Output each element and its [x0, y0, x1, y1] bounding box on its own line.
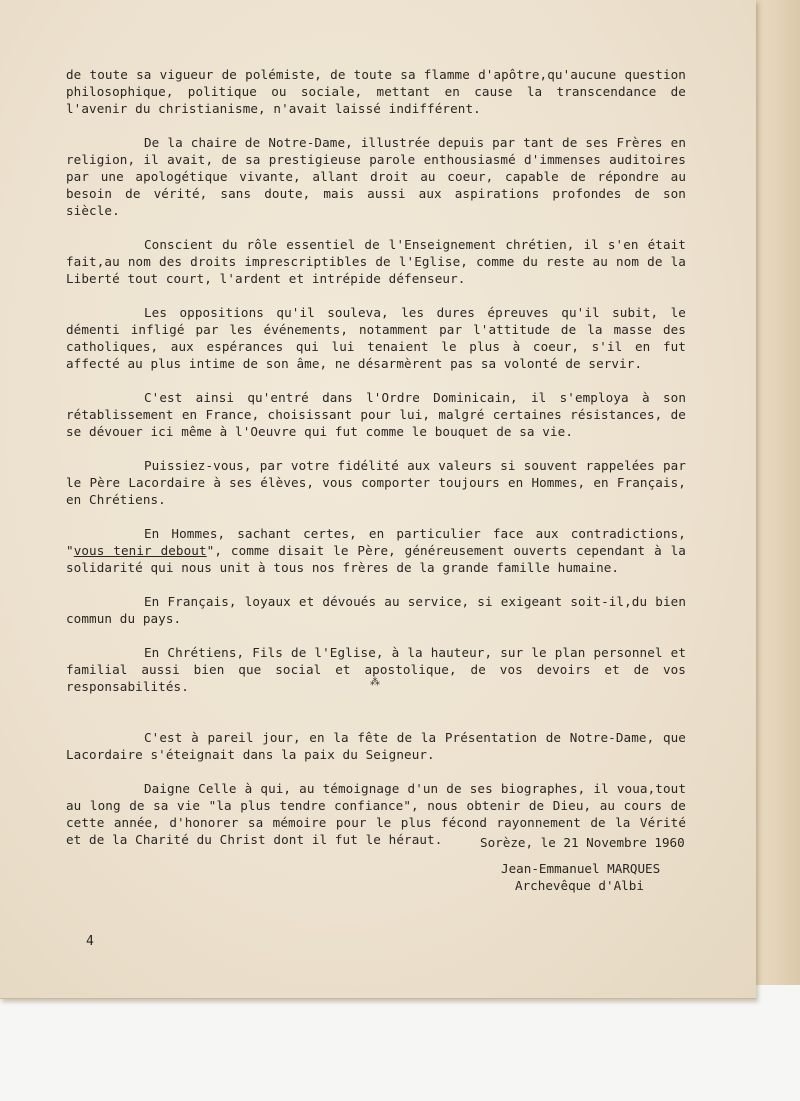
paragraph-chretiens: En Chrétiens, Fils de l'Eglise, à la hauteur, sur le plan personnel et familial aussi bien que social et apostolique, de vos devoirs et de vos responsabilités. — [66, 645, 686, 694]
paragraph-notre-dame: De la chaire de Notre-Dame, illustrée depuis par tant de ses Frères en religion, il avait, de sa prestigieuse parole enthousiasmé d'immenses auditoires par une apologétique vivante, allant droit au coeur, capable de répondre au besoin de vérité, sans doute, mais aussi aux aspirations profondes de son siècle. — [66, 135, 686, 218]
paragraph-ordre-dominicain: C'est ainsi qu'entré dans l'Ordre Dominicain, il s'employa à son rétablissement en France, choisissant pour lui, malgré certaines résistances, de se dévouer ici même à l'Oeuvre qui fut comme le bouquet de sa vie. — [66, 390, 686, 439]
signature-title: Archevêque d'Albi — [515, 878, 644, 893]
page-number: 4 — [86, 934, 94, 949]
hommes-text-before: En Hommes, sachant certes, en particulier face aux contradictions, " — [66, 526, 686, 558]
letter-body — [66, 66, 686, 848]
signature-place-date: Sorèze, le 21 Novembre 1960 — [480, 835, 685, 850]
paragraph-oppositions: Les oppositions qu'il souleva, les dures épreuves qu'il subit, le démenti infligé par les événements, notamment par l'attitude de la masse des catholiques, aux espérances qui lui tenaient le plus à coeur, s'il en fut affecté au plus intime de son âme, ne désarmèrent pas sa volonté de servir. — [66, 305, 686, 371]
paragraph-francais: En Français, loyaux et dévoués au service, si exigeant soit-il,du bien commun du pays. — [66, 594, 686, 626]
paragraph-opening: de toute sa vigueur de polémiste, de toute sa flamme d'apôtre,qu'aucune question philosophique, politique ou sociale, mettant en cause la transcendance de l'avenir du christianisme, n'avait laissé indifférent. — [66, 67, 686, 116]
paragraph-hommes — [66, 525, 686, 576]
hommes-text-after: ", comme disait le Père, généreusement ouverts cependant à la solidarité qui nous unit à tous nos frères de la grande famille humaine. — [66, 543, 686, 575]
paragraph-enseignement: Conscient du rôle essentiel de l'Enseignement chrétien, il s'en était fait,au nom des droits imprescriptibles de l'Eglise, comme du reste au nom de la Liberté tout court, l'ardent et intrépide défenseur. — [66, 237, 686, 286]
signature-name: Jean-Emmanuel MARQUES — [501, 861, 661, 876]
paragraph-puissiez-vous: Puissiez-vous, par votre fidélité aux valeurs si souvent rappelées par le Père Lacordaire à ses élèves, vous comporter toujours en Hommes, en Français, en Chrétiens. — [66, 458, 686, 507]
hommes-underlined-quote: vous tenir debout — [73, 543, 207, 558]
asterism-separator: ⁂ — [370, 677, 380, 688]
paragraph-daigne-celle: Daigne Celle à qui, au témoignage d'un de ses biographes, il voua,tout au long de sa vie "la plus tendre confiance", nous obtenir de Dieu, au cours de cette année, d'honorer sa mémoire pour le plus fécond rayonnement de la Vérité et de la Charité du Christ dont il fut le héraut. — [66, 781, 686, 847]
paragraph-presentation: C'est à pareil jour, en la fête de la Présentation de Notre-Dame, que Lacordaire s'éteignait dans la paix du Seigneur. — [66, 730, 686, 762]
